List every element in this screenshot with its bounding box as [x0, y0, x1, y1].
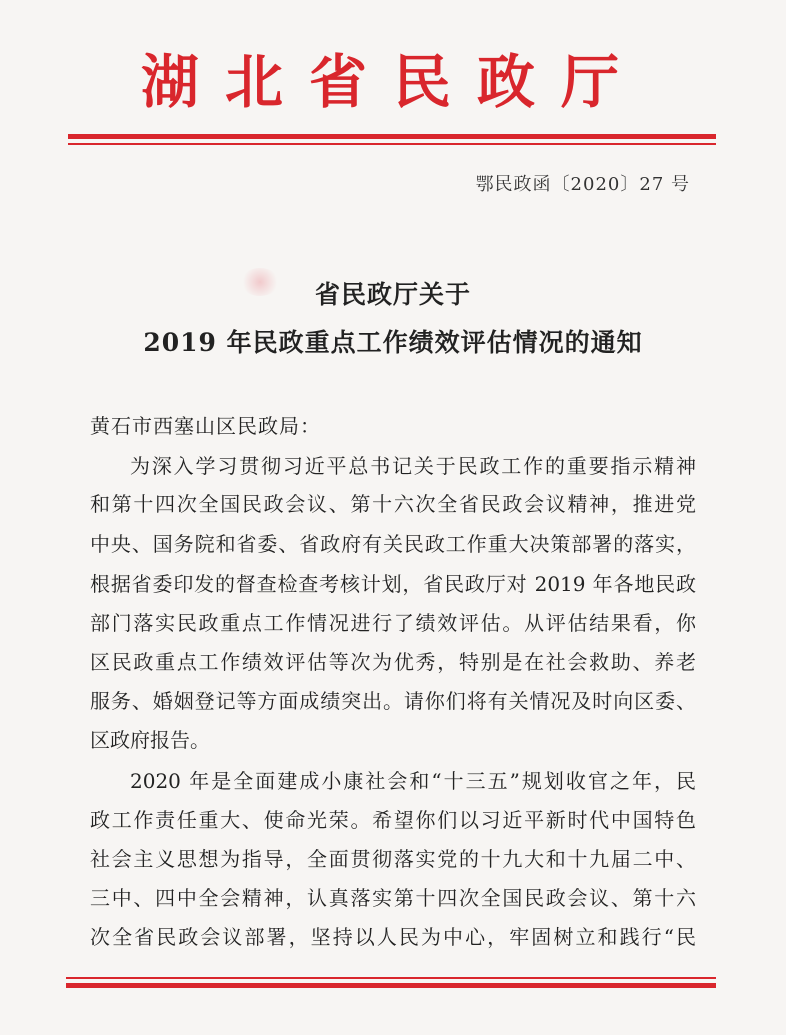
body-line: 中央、国务院和省委、省政府有关民政工作重大决策部署的落实， — [90, 532, 696, 556]
body-line: 次全省民政会议部署，坚持以人民为中心，牢固树立和践行“民 — [90, 925, 696, 949]
document-title-line-1: 省民政厅关于 — [314, 280, 471, 309]
body-line: 三中、四中全会精神，认真落实第十四次全国民政会议、第十六 — [90, 886, 696, 910]
body-line: 服务、婚姻登记等方面成绩突出。请你们将有关情况及时向区委、 — [90, 689, 696, 713]
addressee: 黄石市西塞山区民政局： — [90, 414, 321, 438]
body-line: 区政府报告。 — [90, 728, 210, 752]
letterhead-org-name: 湖北省民政厅 — [140, 48, 645, 116]
body-line: 部门落实民政重点工作情况进行了绩效评估。从评估结果看，你 — [90, 611, 696, 635]
footer-red-rule-thick — [66, 983, 716, 988]
footer-red-rule-thin — [66, 977, 716, 979]
letterhead-red-rule-thin — [68, 143, 716, 145]
letterhead-red-rule-thick — [68, 134, 716, 139]
body-line: 社会主义思想为指导，全面贯彻落实党的十九大和十九届二中、 — [90, 847, 696, 871]
body-line: 2020 年是全面建成小康社会和“十三五”规划收官之年，民 — [130, 769, 696, 793]
document-title-line-2: 2019 年民政重点工作绩效评估情况的通知 — [143, 328, 643, 357]
document-number: 鄂民政函〔2020〕27 号 — [475, 174, 690, 195]
body-line: 根据省委印发的督查检查考核计划，省民政厅对 2019 年各地民政 — [90, 572, 696, 596]
body-line: 政工作责任重大、使命光荣。希望你们以习近平新时代中国特色 — [90, 808, 696, 832]
body-line: 为深入学习贯彻习近平总书记关于民政工作的重要指示精神 — [130, 454, 696, 478]
body-line: 区民政重点工作绩效评估等次为优秀，特别是在社会救助、养老 — [90, 650, 696, 674]
body-line: 和第十四次全国民政会议、第十六次全省民政会议精神，推进党 — [90, 492, 696, 516]
